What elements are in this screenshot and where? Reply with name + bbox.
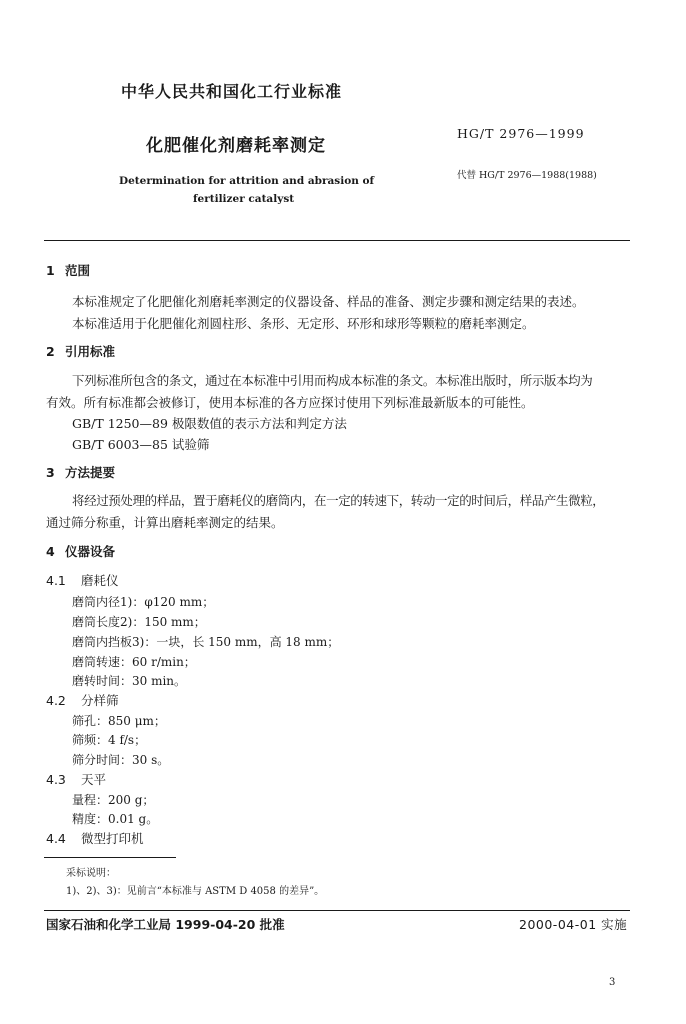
header-divider [44,240,630,241]
section-2-number: 2 [46,344,55,359]
section-1-para-2: 本标准适用于化肥催化剂圆柱形、条形、无定形、环形和球形等颗粒的磨耗率测定。 [72,316,535,331]
industry-standard-heading: 中华人民共和国化工行业标准 [121,82,343,101]
section-3-title: 方法提要 [65,465,116,480]
subsection-4-2-title: 分样筛 [81,693,119,708]
section-3-para-line-2: 通过筛分称重，计算出磨耗率测定的结果。 [46,515,284,530]
subsection-4-1-item-4: 磨筒转速：60 r/min； [72,655,196,669]
document-title-cn: 化肥催化剂磨耗率测定 [146,136,326,156]
subsection-4-2-item-1: 筛孔：850 μm； [72,714,166,728]
subsection-4-2-number: 4.2 [46,693,66,708]
effective-date: 2000-04-01 实施 [519,917,628,932]
replaces-note: 代替 HG/T 2976—1988(1988) [457,170,597,181]
section-3-number: 3 [46,465,55,480]
section-2-title: 引用标准 [65,344,116,359]
subsection-4-3-item-1: 量程：200 g； [72,793,155,807]
subsection-4-2-item-3: 筛分时间：30 s。 [72,753,170,767]
section-2-para-line-2: 有效。所有标准都会被修订，使用本标准的各方应探讨使用下列标准最新版本的可能性。 [46,395,534,410]
section-4-title: 仪器设备 [65,544,116,559]
subsection-4-1-title: 磨耗仪 [81,573,119,588]
subsection-4-3-item-2: 精度：0.01 g。 [72,812,159,826]
issuer-approval: 国家石油和化学工业局 1999-04-20 批准 [46,917,285,932]
subsection-4-1-item-5: 磨转时间：30 min。 [72,674,187,688]
section-1-para-1: 本标准规定了化肥催化剂磨耗率测定的仪器设备、样品的准备、测定步骤和测定结果的表述。 [72,294,585,309]
footnote-label: 采标说明： [66,868,116,879]
subsection-4-4-number: 4.4 [46,831,66,846]
subsection-4-1-number: 4.1 [46,573,66,588]
subsection-4-3-title: 天平 [81,772,107,787]
subsection-4-3-number: 4.3 [46,772,66,787]
section-1-number: 1 [46,263,55,278]
section-2-reference-2: GB/T 6003—85 试验筛 [72,437,210,452]
section-2-para-line-1: 下列标准所包含的条文，通过在本标准中引用而构成本标准的条文。本标准出版时，所示版本均为 [72,373,593,388]
footnote-text: 1)、2)、3)：见前言“本标准与 ASTM D 4058 的差异”。 [66,886,325,897]
subsection-4-2-item-2: 筛频：4 f/s； [72,733,147,747]
standard-code: HG/T 2976—1999 [457,126,585,141]
section-4-number: 4 [46,544,55,559]
section-2-reference-1: GB/T 1250—89 极限数值的表示方法和判定方法 [72,416,347,431]
document-title-en-line2: fertilizer catalyst [193,193,295,205]
footnote-divider [44,857,176,858]
subsection-4-1-item-2: 磨筒长度2)：150 mm； [72,615,206,629]
document-title-en-line1: Determination for attrition and abrasion of [119,175,375,187]
section-1-title: 范围 [65,263,91,278]
footer-divider [44,910,630,911]
page-number: 3 [609,977,616,988]
subsection-4-1-item-1: 磨筒内径1)：φ120 mm； [72,595,215,609]
subsection-4-1-item-3: 磨筒内挡板3)：一块，长 150 mm，高 18 mm； [72,635,340,649]
subsection-4-4-title: 微型打印机 [81,831,144,846]
section-3-para-line-1: 将经过预处理的样品，置于磨耗仪的磨筒内，在一定的转速下，转动一定的时间后，样品产生微粒， [72,493,605,508]
